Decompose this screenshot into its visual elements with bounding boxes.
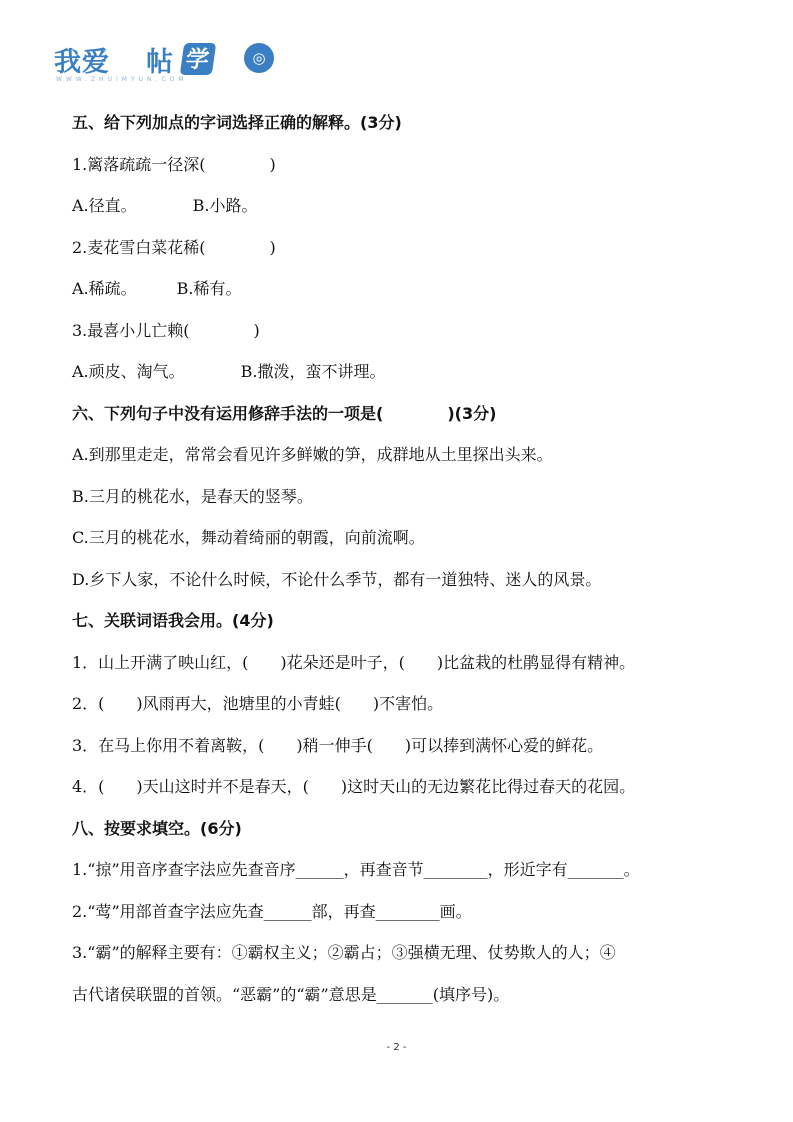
section-heading-5: 五、给下列加点的字词选择正确的解释。(3分)	[72, 113, 402, 132]
question-line: 3.“霸”的解释主要有：①霸权主义；②霸占；③强横无理、仗势欺人的人；④	[72, 943, 616, 962]
worksheet-content	[72, 102, 732, 1015]
option-line: C.三月的桃花水，舞动着绮丽的朝霞，向前流啊。	[72, 528, 425, 547]
question-line: 3．在马上你用不着离鞍，( )稍一伸手( )可以捧到满怀心爱的鲜花。	[72, 735, 604, 755]
question-line: 1.“掠”用音序查字法应先查音序______，再查音节________，形近字有_______。	[72, 860, 640, 879]
option-line: A.稀疏。 B.稀有。	[72, 279, 242, 298]
question-line: 2.“莺”用部首查字法应先查______部，再查________画。	[72, 901, 472, 921]
section-heading-6: 六、下列句子中没有运用修辞手法的一项是( )(3分)	[72, 403, 497, 423]
section-heading-7: 七、关联词语我会用。(4分)	[72, 611, 274, 630]
section-heading-8: 八、按要求填空。(6分)	[72, 818, 242, 838]
question-line: 1．山上开满了映山红，( )花朵还是叶子，( )比盆栽的杜鹃显得有精神。	[72, 652, 636, 672]
question-line: 2．( )风雨再大，池塘里的小青蛙( )不害怕。	[72, 694, 444, 713]
question-line: 1.篱落疏疏一径深( )	[72, 154, 276, 174]
option-line: A.径直。 B.小路。	[72, 196, 258, 215]
logo-text: 我爱 帖	[54, 47, 174, 78]
question-line: 2.麦花雪白菜花稀( )	[72, 237, 276, 257]
question-line: 4．( )天山这时并不是春天，( )这时天山的无边繁花比得过春天的花园。	[72, 777, 636, 796]
logo-url: WWW.ZHUIMYUN.COM	[56, 76, 188, 83]
option-line: A.到那里走走，常常会看见许多鲜嫩的笋，成群地从土里探出头来。	[72, 445, 553, 464]
logo-badge-icon: 学	[180, 43, 216, 75]
question-line: 3.最喜小儿亡赖( )	[72, 320, 260, 340]
option-line: D.乡下人家，不论什么时候，不论什么季节，都有一道独特、迷人的风景。	[72, 569, 602, 589]
question-line: 古代诸侯联盟的首领。“恶霸”的“霸”意思是_______(填序号)。	[72, 984, 510, 1004]
option-line: A.顽皮、淘气。 B.撒泼，蛮不讲理。	[72, 362, 386, 381]
page-number: - 2 -	[386, 1042, 407, 1053]
chat-bubble-icon: ◎	[244, 43, 274, 73]
option-line: B.三月的桃花水，是春天的竖琴。	[72, 486, 313, 506]
